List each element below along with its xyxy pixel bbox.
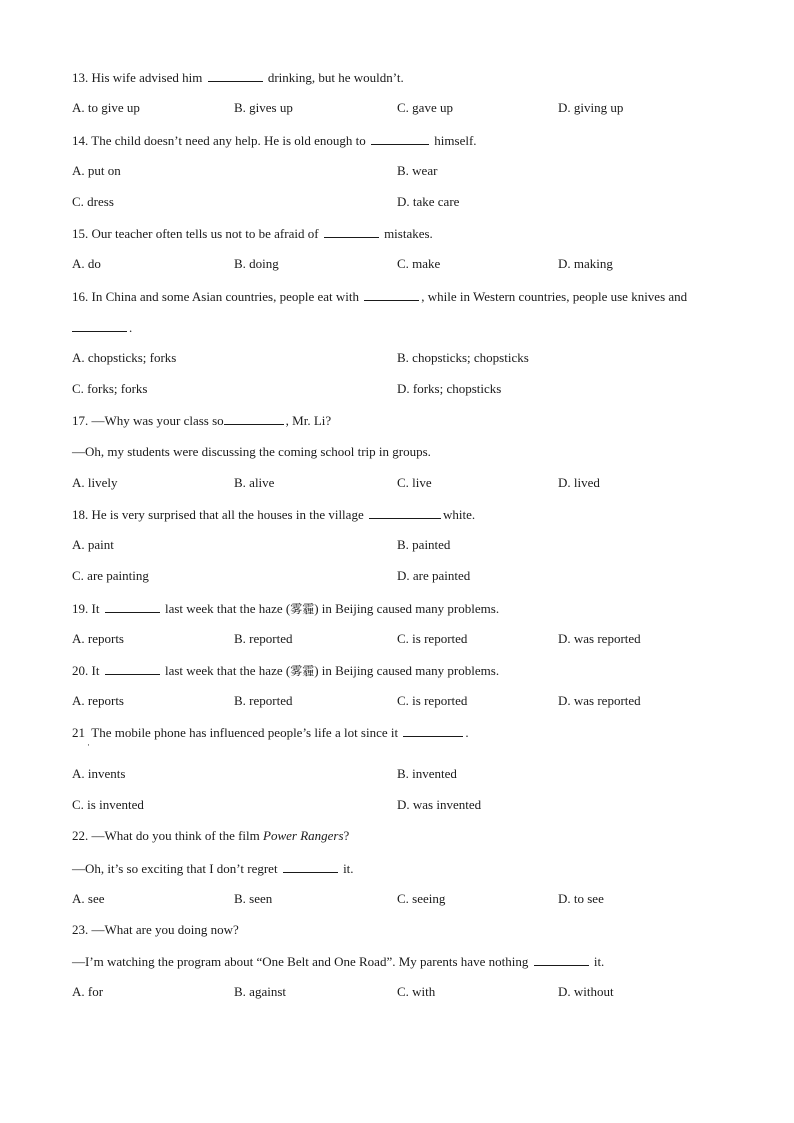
question-17: 17. —Why was your class so , Mr. Li? (72, 413, 332, 428)
option-b: B. seen (234, 891, 273, 906)
option-b: B. reported (234, 631, 293, 646)
question-16: 16. In China and some Asian countries, people eat with , while in Western countries, people use knives and (72, 289, 688, 304)
option-a: A. to give up (72, 100, 140, 115)
question-23-reply: —I’m watching the program about “One Belt and One Road”. My parents have nothing it. (72, 954, 605, 969)
film-title: Power Rangers (263, 828, 344, 843)
question-16-continued: . (72, 319, 132, 336)
answer-blank (208, 69, 263, 82)
stray-dot: · (87, 740, 90, 750)
option-b: B. chopsticks; chopsticks (397, 350, 529, 365)
option-b: B. invented (397, 766, 457, 781)
answer-blank (534, 953, 589, 966)
option-d: D. forks; chopsticks (397, 381, 502, 396)
option-a: A. reports (72, 693, 124, 708)
option-d: D. was reported (558, 631, 641, 646)
question-18: 18. He is very surprised that all the houses in the village white. (72, 507, 476, 522)
question-15: 15. Our teacher often tells us not to be afraid of mistakes. (72, 226, 433, 241)
option-a: A. do (72, 256, 101, 271)
option-d: D. was reported (558, 693, 641, 708)
question-23: 23. —What are you doing now? (72, 922, 239, 937)
option-b: B. alive (234, 475, 275, 490)
option-c: C. are painting (72, 568, 149, 583)
option-b: B. painted (397, 537, 451, 552)
option-b: B. against (234, 984, 286, 999)
question-22: 22. —What do you think of the film Power Rangers? (72, 828, 350, 843)
option-c: C. live (397, 475, 432, 490)
option-d: D. lived (558, 475, 600, 490)
option-a: A. invents (72, 766, 126, 781)
answer-blank (72, 319, 127, 332)
option-c: C. is reported (397, 693, 468, 708)
option-b: B. wear (397, 163, 438, 178)
option-d: D. are painted (397, 568, 471, 583)
question-22-reply: —Oh, it’s so exciting that I don’t regret it. (72, 861, 354, 876)
question-17-reply: —Oh, my students were discussing the coming school trip in groups. (72, 444, 431, 459)
question-20: 20. It last week that the haze (雾霾) in Beijing caused many problems. (72, 663, 500, 678)
option-d: D. take care (397, 194, 460, 209)
answer-blank (324, 225, 379, 238)
option-b: B. reported (234, 693, 293, 708)
option-c: C. seeing (397, 891, 446, 906)
option-c: C. dress (72, 194, 114, 209)
option-d: D. to see (558, 891, 604, 906)
answer-blank (371, 132, 429, 145)
option-a: A. see (72, 891, 105, 906)
option-c: C. make (397, 256, 441, 271)
option-c: C. forks; forks (72, 381, 148, 396)
option-a: A. put on (72, 163, 121, 178)
question-19: 19. It last week that the haze (雾霾) in Beijing caused many problems. (72, 601, 500, 616)
option-a: A. chopsticks; forks (72, 350, 177, 365)
answer-blank (369, 506, 441, 519)
option-d: D. making (558, 256, 613, 271)
option-b: B. gives up (234, 100, 293, 115)
question-14: 14. The child doesn’t need any help. He is old enough to himself. (72, 133, 477, 148)
question-21: 21 The mobile phone has influenced people’s life a lot since it . (72, 725, 469, 740)
option-d: D. giving up (558, 100, 624, 115)
option-d: D. without (558, 984, 614, 999)
option-c: C. gave up (397, 100, 453, 115)
option-a: A. reports (72, 631, 124, 646)
option-c: C. with (397, 984, 436, 999)
answer-blank (364, 288, 419, 301)
answer-blank (403, 724, 463, 737)
option-c: C. is invented (72, 797, 144, 812)
question-13: 13. His wife advised him drinking, but he wouldn’t. (72, 70, 404, 85)
answer-blank (105, 662, 160, 675)
answer-blank (283, 860, 338, 873)
answer-blank (105, 600, 160, 613)
option-a: A. lively (72, 475, 118, 490)
option-a: A. paint (72, 537, 114, 552)
option-c: C. is reported (397, 631, 468, 646)
option-b: B. doing (234, 256, 279, 271)
option-d: D. was invented (397, 797, 482, 812)
answer-blank (224, 412, 284, 425)
option-a: A. for (72, 984, 104, 999)
